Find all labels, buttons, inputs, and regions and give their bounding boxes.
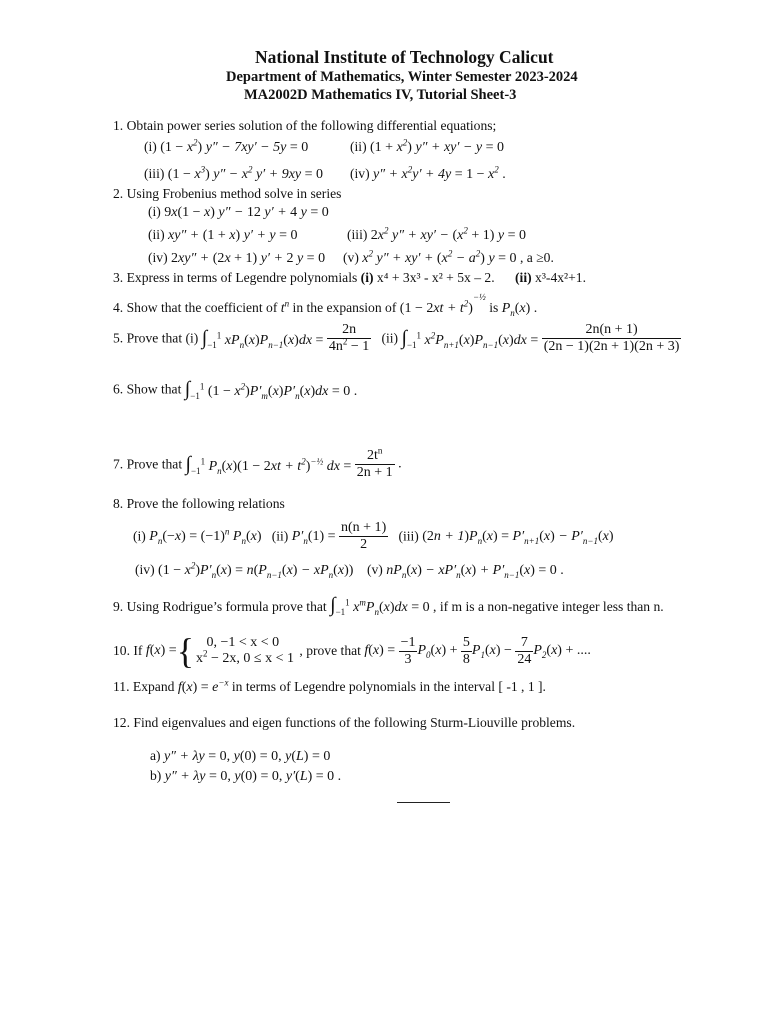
problem-1-ii: (ii) $(1 + x^2)$ y″ + xy′ − y = 0 (350, 137, 505, 155)
problem-11: 11. Expand $f(x) = e^{-x}$ in terms of Legendre polynomials in the interval [ -1 , 1 ]. (113, 677, 546, 695)
problem-2-ii: (ii) xy″ + (1 + x) y′ + y = 0 (148, 227, 298, 243)
problem-8-row2: (iv) $(1 - x^2)P'_n(x) = n(P_{n-1}(x) - xP_n(x))$ (v) $nP_n(x) - xP'_n(x) + P'_{n-1}(x) = 0$ . (135, 560, 564, 580)
department-title: Department of Mathematics, Winter Semester 2023-2024 (226, 69, 578, 85)
problem-4: 4. Show that the coefficient of $t^n$ in the expansion of $(1 - 2xt + t^2)^{-\frac{1}{2}}$ is $P_n(x)$ . (113, 292, 538, 318)
problem-1-intro: 1. Obtain power series solution of the following differential equations; (113, 118, 497, 133)
institute-title: National Institute of Technology Calicut (255, 47, 554, 67)
problem-7: 7. Prove that $\int_{-1}^1$ $P_n(x)(1 - 2xt + t^2)^{-\frac{1}{2}}$ dx = $\frac{2t^n}{2n + 1}$ . (113, 445, 402, 480)
problem-10: 10. If f(x) ={ 0, −1 < x < 0 $x^2 - 2x$, 0 ≤ x < 1 , prove that f(x) = $\frac{-1}{3}$ $P_0(x)$ + $\frac{5}{8}$ $P_1(x)$ − $\frac{7}{24}$ $P_2(x)$ + .... (113, 631, 591, 671)
problem-12-intro: 12. Find eigenvalues and eigen functions of the following Sturm-Liouville problems. (113, 715, 576, 730)
problem-3: 3. Express in terms of Legendre polynomials (i) x⁴ + 3x³ - x² + 5x – 2. (ii) x³-4x²+1. (113, 270, 586, 285)
problem-2-i: (i) 9x(1 − x) y″ − 12 y′ + 4 y = 0 (148, 204, 329, 220)
problem-1-i: (i) $(1 - x^2)$ y″ − 7xy′ − 5y = 0 (144, 137, 309, 155)
problem-8-row1: (i) $P_n(-x) = (-1)^n$ $P_n(x)$ (ii) $P'_n(1)$ = $\frac{n(n + 1)}{2}$ (iii) $(2n + 1)P_n(x) = P'_{n+1}(x) - P'_{n-1}(x)$ (133, 520, 614, 552)
problem-2-intro: 2. Using Frobenius method solve in series (113, 186, 342, 201)
problem-1-iii: (iii) $(1 - x^3)$ $y'' - x^2$ y′ + 9xy = 0 (144, 164, 324, 182)
problem-12-a: a) y″ + λy = 0, y(0) = 0, y(L) = 0 (150, 748, 331, 764)
course-title: MA2002D Mathematics IV, Tutorial Sheet-3 (244, 87, 517, 103)
end-rule (397, 802, 450, 803)
problem-6: 6. Show that $\int_{-1}^1$ $(1 - x^2)P'_m(x)P'_n(x)dx = 0$ . (113, 378, 358, 401)
problem-9: 9. Using Rodrigue’s formula prove that $\int_{-1}^1$ $x^mP_n(x)dx = 0$ , if m is a non-negative integer less than n. (113, 594, 664, 617)
problem-2-iii: (iii) $2x^2$ $y'' + xy' - (x^2 + 1) y = 0$ (347, 225, 527, 243)
problem-5: 5. Prove that (i) $\int_{-1}^1$ $xP_n(x)P_{n-1}(x)dx$ = $\frac{2n}{4n^2 - 1}$ (ii) $\int_{-1}^1$ $x^2P_{n+1}(x)P_{n-1}(x)dx$ = $\frac{2n(n + 1)}{(2n - 1)(2n + 1)(2n + 3)}$ (113, 322, 680, 354)
problem-1-iv: (iv) $y'' + x^2y' + 4y = 1 - x^2$ . (350, 164, 506, 182)
problem-2-v: (v) $x^2$ $y'' + xy' + (x^2 - a^2) y = 0$ , a ≥0. (343, 248, 554, 266)
problem-8-intro: 8. Prove the following relations (113, 496, 285, 511)
problem-12-b: b) y″ + λy = 0, y(0) = 0, y′(L) = 0 . (150, 768, 342, 784)
problem-2-iv: (iv) 2xy″ + (2x + 1) y′ + 2 y = 0 (148, 250, 326, 266)
